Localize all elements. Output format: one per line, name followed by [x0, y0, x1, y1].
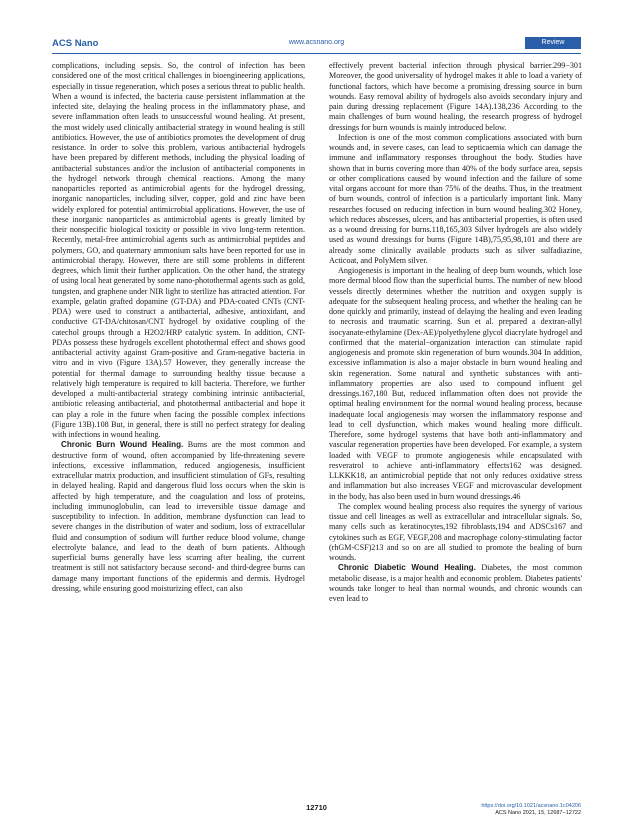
- page-header: [52, 38, 581, 52]
- citation-line: ACS Nano 2021, 15, 12687−12722: [495, 810, 581, 816]
- page-footer: [52, 803, 581, 823]
- right-paragraph-5: [329, 563, 582, 604]
- left-column: [52, 61, 305, 594]
- section-heading-burn: Chronic Burn Wound Healing.: [61, 440, 184, 450]
- page-number: 12710: [306, 803, 327, 812]
- left-paragraph-2: [52, 440, 305, 594]
- doi-link[interactable]: https://doi.org/10.1021/acsnano.1c04206: [481, 803, 581, 809]
- journal-name[interactable]: ACS Nano: [52, 38, 99, 49]
- right-paragraph-2: Infection is one of the most common complications associated with burn wounds and, in severe cases, can lead to septicaemia which can damage the immune and inflammatory responses throughout the body. Studies have shown that in burns covering more than 40% of the body surface area, sepsis or other complications caused by wound infection and the failure of some vital organs account for more than 75% of the deaths. Thus, in the treatment of burn wounds, control of infection is a particularly important link. Many researches focused on reducing infection in burn wound healing.302 Honey, which reduces abscesses, ulcers, and has antibacterial properties, is often used as a wound dressing for burns.118,165,303 Silver hydrogels are also widely used as wound dressings for burns (Figure 14B),75,95,98,101 and there are already some clinically available products such as silver sulfadiazine, Acticoat, and PolyMem silver.: [329, 132, 582, 265]
- journal-website-link[interactable]: www.acsnano.org: [288, 39, 345, 46]
- section-heading-diabetic: Chronic Diabetic Wound Healing.: [338, 563, 476, 573]
- left-paragraph-2-text: Burns are the most common and destructive form of wound, often accompanied by life-threatening severe infections, excessive inflammation, reduced angiogenesis, insufficient extracellular matrix production, and insufficient stimulation of GFs, resulting in delayed healing. Rapid and dangerous fluid loss occurs when the skin is affected by high temperature, and the coagulation and loss of proteins, including immunoglobulin, can lead to irreversible tissue damage and susceptibility to infection. In addition, membrane dysfunction can lead to severe changes in the distribution of water and sodium, loss of extracellular fluid and consumption of sodium will further reduce blood volume, change electrolyte balance, and lead to the death of burn patients. Although superficial burns generally have less scarring after healing, the current treatment is still not satisfactory because second- and third-degree burns can damage many important functions of the epidermis and dermis. Hydrogel dressing, while ensuring good moisturizing effect, can also: [52, 440, 305, 593]
- article-type-badge: Review: [525, 37, 581, 49]
- doi-block: [481, 803, 581, 817]
- right-paragraph-1: effectively prevent bacterial infection through physical barrier.299−301 Moreover, the good universality of hydrogel makes it able to load a variety of functional factors, which have become a promising dressing source in burn wounds. Easy removal ability of hydrogels also avoids secondary injury and pain during dressing replacement (Figure 14A).138,236 According to the main challenges of burn wound healing, the research progress of hydrogel dressings for burn wounds is mainly introduced below.: [329, 61, 582, 132]
- right-paragraph-4: The complex wound healing process also requires the synergy of various tissue and cell lineages as well as extracellular and intracellular signals. So, many cells such as keratinocytes,192 fibroblasts,194 and ADSCs167 and cytokines such as EGF, VEGF,208 and macrophage colony-stimulating factor (rhGM-CSF)213 and so on are all studied to promote the healing of burn wounds.: [329, 501, 582, 562]
- left-paragraph-1: complications, including sepsis. So, the control of infection has been considered one of the most critical challenges in bioengineering applications, especially in tissue regeneration, which poses a serious threat to public health. When a wound is infected, the bacteria cause persistent inflammation at the infected site, delaying the healing process in the inflammatory phase, and severe inflammation often leads to unsuccessful wound healing. At present, the most widely used clinically antibacterial strategy in wound healing is still antibiotics. However, the use of antibiotics promotes the development of drug resistance. In order to solve this problem, various antibacterial hydrogels have been prepared by different methods, including the physical loading of antibacterial substances and/or the inclusion of antibacterial components in the hydrogel network through chemical reactions. Among the many nanoparticles reported as antimicrobial agents for the hydrogel dressing, inorganic nanoparticles, including silver, copper, gold and zinc have been widely explored for potential antimicrobial applications. However, the use of these inorganic nanoparticles as antimicrobial agents is greatly limited by their nonspecific biological toxicity or possible in vivo long-term retention. Recently, metal-free antimicrobial agents such as antimicrobial peptides and polymers, GO, and quaternary ammonium salts have been reported for use in antimicrobial therapy. However, there are still some problems in different degrees, which limit their further application. On the other hand, the strategy of using local heat generated by some nano-photothermal agents such as gold, tungsten, and graphene under NIR light to sterilize has attracted attention. For example, gelatin grafted dopamine (GT-DA) and PDA-coated CNTs (CNT-PDA) were used to construct a antibacterial, adhesive, antioxidant, and conductive GT-DA/chitosan/CNT hydrogel by oxidative coupling of the catechol groups through a H2O2/HRP catalytic system. In addition, CNT-PDAs possess these hydrogels excellent photothermal effect and shows good antibacterial activity against Gram-positive and Gram-negative bacteria in vitro and in vivo (Figure 13A).57 However, they generally increase the potential for thermal damage to surrounding healthy tissue because a relatively high temperature is required to kill bacteria. Therefore, we further developed a multi-antibacterial strategy combining intrinsic antibacterial, antibiotic releasing antibacterial, and photothermal antibacterial and hope it can play a role in the future when facing the possible complex infections (Figure 13B).108 But, in general, there is still no perfect strategy for dealing with infections in wound healing.: [52, 61, 305, 439]
- right-paragraph-3: Angiogenesis is important in the healing of deep burn wounds, which lose more dermal blood flow than the superficial burns. The number of new blood vessels directly determines whether the nutrition and oxygen supply is adequate for the subsequent healing process, and whether the healing can be done quickly and primarily, instead of delaying the healing and even leading to necrosis and traumatic scarring. Sun et al. prepared a dextran-allyl isocyanate-ethylamine (Dex-AE)/polyethylene glycol diacrylate hydrogel and confirmed that the material−organization interaction can stimulate rapid angiogenesis and promote skin regeneration of burn wounds.304 In addition, excessive inflammation is also a major obstacle in burn wound healing and skin regeneration. Some natural and synthetic substances with anti-inflammatory properties are also used to compound influent gel dressings.167,180 But, reduced inflammation often does not provide the optimal healing environment for the normal wound healing process, because inadequate local angiogenesis may worsen the inflammatory response and lead to cell dysfunction, which makes wound healing more difficult. Therefore, some hydrogel systems that have both anti-inflammatory and vascular regeneration properties have been developed. For example, a system loaded with VEGF to promote angiogenesis while encapsulated with resveratrol to achieve anti-inflammatory effects162 was designed. LLKKK18, an antimicrobial peptide that not only reduces oxidative stress and inflammation but also increases VEGF and microvascular development in the body, has also been used in burn wound dressings.46: [329, 266, 582, 501]
- header-rule: [52, 53, 581, 54]
- right-column: [329, 61, 582, 604]
- right-paragraph-5-text: Diabetes, the most common metabolic disease, is a major health and economic problem. Diabetes patients' wounds take longer to heal than normal wounds, and chronic wounds can even lead to: [329, 563, 583, 603]
